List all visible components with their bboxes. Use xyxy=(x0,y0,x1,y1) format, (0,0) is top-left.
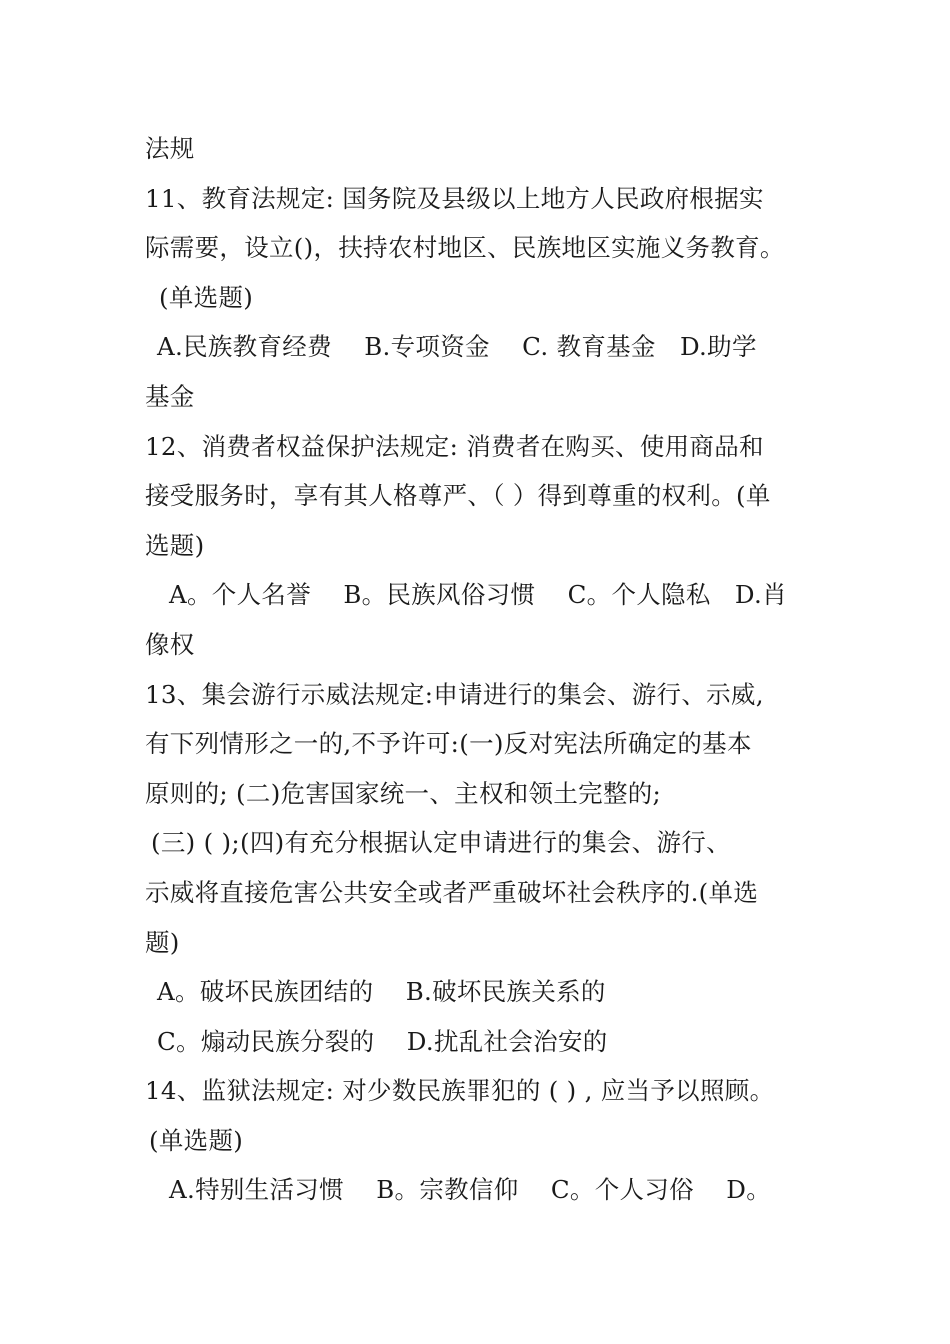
text-line: 原则的; (二)危害国家统一、主权和领土完整的; xyxy=(145,778,662,808)
text-line: (三) ( );(四)有充分根据认定申请进行的集会、游行、 xyxy=(151,828,731,858)
text-line: 14、监狱法规定: 对少数民族罪犯的 ( ) , 应当予以照顾。 xyxy=(145,1076,775,1106)
text-line: 11、教育法规定: 国务院及县级以上地方人民政府根据实 xyxy=(145,183,764,213)
text-line: A.民族教育经费 B.专项资金 C. 教育基金 D.助学 xyxy=(157,332,757,362)
text-line: 接受服务时，享有其人格尊严、（ ）得到尊重的权利。(单 xyxy=(145,481,771,511)
text-line: 题) xyxy=(145,927,180,957)
text-line: 选题) xyxy=(145,530,205,560)
text-line: C。煽动民族分裂的 D.扰乱社会治安的 xyxy=(157,1026,608,1056)
text-line: 际需要，设立()，扶持农村地区、民族地区实施义务教育。 xyxy=(145,233,785,263)
text-line: (单选题) xyxy=(149,1125,244,1155)
text-line: 12、消费者权益保护法规定: 消费者在购买、使用商品和 xyxy=(145,431,764,461)
text-line: 基金 xyxy=(145,381,195,411)
text-line: A。个人名誉 B。民族风俗习惯 C。个人隐私 D.肖 xyxy=(169,580,787,610)
text-line: 法规 xyxy=(145,134,195,163)
text-line: A。破坏民族团结的 B.破坏民族关系的 xyxy=(157,977,606,1007)
text-line: A.特别生活习惯 B。宗教信仰 C。个人习俗 D。 xyxy=(169,1175,772,1205)
text-line: 13、集会游行示威法规定:申请进行的集会、游行、示威, xyxy=(145,679,764,709)
text-line: 示威将直接危害公共安全或者严重破坏社会秩序的.(单选 xyxy=(145,877,759,907)
document-body xyxy=(145,124,815,1215)
text-line: 有下列情形之一的,不予许可:(一)反对宪法所确定的基本 xyxy=(145,729,752,759)
text-line: 像权 xyxy=(145,629,195,659)
text-line: (单选题) xyxy=(159,282,254,312)
